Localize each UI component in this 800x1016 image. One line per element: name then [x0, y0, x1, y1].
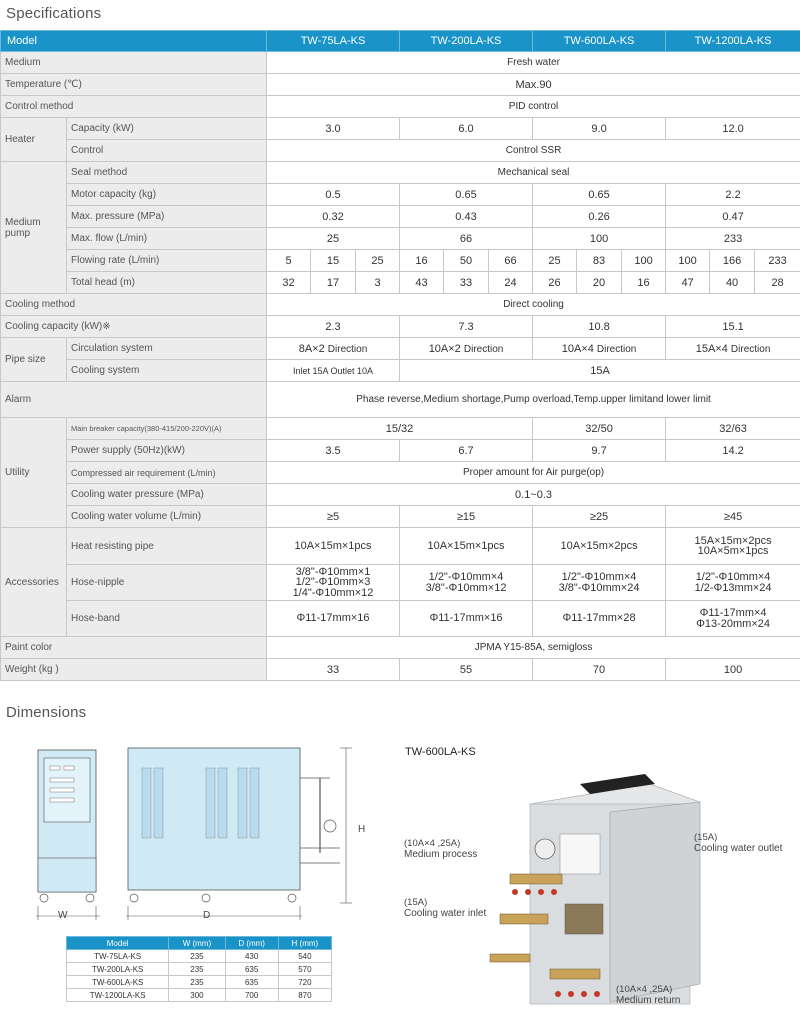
callout-name: Cooling water outlet: [694, 843, 783, 854]
cell: TW-75LA-KS: [67, 950, 169, 963]
line: 10A×15m×1pcs: [294, 539, 372, 552]
cell-value: 0.32: [267, 206, 400, 228]
cell-value: [533, 528, 666, 565]
cell-value: 166: [710, 250, 755, 272]
line: 3/8"-Φ10mm×12: [425, 581, 507, 594]
value-paint: JPMA Y15-85A, semigloss: [267, 637, 800, 659]
cell-value: 55: [400, 659, 533, 681]
cell: 635: [225, 963, 278, 976]
row-seal: [1, 162, 800, 184]
value-control-method: PID control: [267, 96, 800, 118]
row-cooling-water-volume: [1, 506, 800, 528]
cell: TW-200LA-KS: [67, 963, 169, 976]
callout-spec: (15A): [694, 832, 718, 843]
label-paint: Paint color: [1, 637, 267, 659]
dimension-drawing: [20, 738, 400, 938]
header-model: Model: [1, 31, 267, 52]
dimensions-title: Dimensions: [6, 704, 87, 721]
cell: 720: [278, 976, 331, 989]
cell-value: 0.65: [533, 184, 666, 206]
label-alarm: Alarm: [1, 382, 267, 418]
spec-table: [0, 30, 800, 681]
circ-size: 10A×4: [561, 342, 594, 355]
circ-direction: Direction: [463, 343, 504, 355]
callout-medium-process: [404, 838, 477, 860]
cell: 700: [225, 989, 278, 1002]
cell-value: 25: [356, 250, 400, 272]
table-row: [67, 950, 332, 963]
cell-value: 15.1: [666, 316, 800, 338]
label-heat-pipe: Heat resisting pipe: [67, 528, 267, 565]
callout-name: Cooling water inlet: [404, 908, 487, 919]
value-alarm: Phase reverse,Medium shortage,Pump overload,Temp.upper limitand lower limit: [267, 382, 800, 418]
value-temperature: Max.90: [267, 74, 800, 96]
cell-value: [666, 338, 800, 360]
cell-value: ≥25: [533, 506, 666, 528]
line: 10A×15m×2pcs: [560, 539, 638, 552]
cell-value: [400, 528, 533, 565]
cell-value: 233: [755, 250, 800, 272]
cell-value: 15: [311, 250, 356, 272]
row-flow: [1, 228, 800, 250]
cell: 235: [169, 976, 225, 989]
cell-value: [267, 565, 400, 601]
row-heater-capacity: [1, 118, 800, 140]
line: 10A×15m×1pcs: [427, 539, 505, 552]
cell-value: 25: [533, 250, 577, 272]
row-circulation: [1, 338, 800, 360]
label-cooling-system: Cooling system: [67, 360, 267, 382]
label-heater-capacity: Capacity (kW): [67, 118, 267, 140]
table-row: [67, 989, 332, 1002]
cell: 635: [225, 976, 278, 989]
label-pipe-size: Pipe size: [1, 338, 67, 382]
line: 1/4"-Φ10mm×12: [292, 586, 374, 599]
line: 10A×5m×1pcs: [697, 545, 769, 557]
cell-value: [666, 601, 800, 637]
cell-value: 0.65: [400, 184, 533, 206]
label-heater: Heater: [1, 118, 67, 162]
cell-value: [666, 565, 800, 601]
cell-value: ≥45: [666, 506, 800, 528]
label-medium-pump-text: Medium pump: [5, 216, 41, 239]
value-heater-control: Control SSR: [267, 140, 800, 162]
line: 1/2"-Φ10mm×4: [695, 571, 771, 583]
table-row: [67, 976, 332, 989]
table-row: [67, 963, 332, 976]
cell-value: 16: [622, 272, 666, 294]
cell-value: 32/50: [533, 418, 666, 440]
label-medium-pump: [1, 162, 67, 294]
cell-value: 28: [755, 272, 800, 294]
label-heater-control: Control: [67, 140, 267, 162]
cell-value: 20: [577, 272, 622, 294]
cell-value: 33: [444, 272, 489, 294]
row-weight: [1, 659, 800, 681]
cell-value: 0.47: [666, 206, 800, 228]
cell-value: 10.8: [533, 316, 666, 338]
dimension-table: [66, 936, 332, 1002]
cell-value: 16: [400, 250, 444, 272]
label-accessories: Accessories: [1, 528, 67, 637]
cell: TW-1200LA-KS: [67, 989, 169, 1002]
cell-value: 47: [666, 272, 710, 294]
callout-cooling-inlet: [404, 897, 486, 919]
line: Φ13-20mm×24: [696, 617, 771, 630]
cell-value: [267, 528, 400, 565]
label-flowing-rate: Flowing rate (L/min): [67, 250, 267, 272]
label-flow: Max. flow (L/min): [67, 228, 267, 250]
row-total-head: [1, 272, 800, 294]
cell-value: 6.7: [400, 440, 533, 462]
row-heat-pipe: [1, 528, 800, 565]
value-air: Proper amount for Air purge(op): [267, 462, 800, 484]
value-seal: Mechanical seal: [267, 162, 800, 184]
row-flowing-rate: [1, 250, 800, 272]
cell-value: 6.0: [400, 118, 533, 140]
cell: 235: [169, 963, 225, 976]
cell-value: 24: [489, 272, 533, 294]
label-pressure: Max. pressure (MPa): [67, 206, 267, 228]
circ-direction: Direction: [596, 343, 637, 355]
table-header-row: [1, 31, 800, 52]
cell-value: 50: [444, 250, 489, 272]
row-breaker: [1, 418, 800, 440]
label-breaker: Main breaker capacity(380-415/200-220V)(A): [67, 418, 267, 440]
cell-value: 100: [533, 228, 666, 250]
line: 15A×15m×2pcs: [694, 534, 772, 547]
row-medium: [1, 52, 800, 74]
line: 1/2"-Φ10mm×4: [428, 571, 504, 583]
header-cell: Model: [67, 937, 169, 950]
machine-photo: [470, 764, 770, 1016]
cell-value: 3.0: [267, 118, 400, 140]
cell-value: 3: [356, 272, 400, 294]
row-cooling-water-pressure: [1, 484, 800, 506]
cell-value: 9.7: [533, 440, 666, 462]
callout-name: Medium return: [616, 995, 681, 1006]
cell-value: 100: [622, 250, 666, 272]
label-utility: Utility: [1, 418, 67, 528]
cell: 235: [169, 950, 225, 963]
cell-value: 5: [267, 250, 311, 272]
label-seal: Seal method: [67, 162, 267, 184]
cell-value: [400, 338, 533, 360]
cell-value: [400, 601, 533, 637]
cell-value: 100: [666, 659, 800, 681]
cell-value: 2.2: [666, 184, 800, 206]
circ-size: 10A×2: [428, 342, 461, 355]
cell-value: ≥5: [267, 506, 400, 528]
header-cell: H (mm): [278, 937, 331, 950]
row-motor: [1, 184, 800, 206]
row-cooling-system: [1, 360, 800, 382]
cell-value: 32: [267, 272, 311, 294]
cell-value: 7.3: [400, 316, 533, 338]
cell-value: 40: [710, 272, 755, 294]
cell-value: [666, 528, 800, 565]
cell-value: 70: [533, 659, 666, 681]
line: 3/8"-Φ10mm×1: [295, 565, 371, 578]
callout-spec: (10A×4 ,25A): [616, 984, 673, 995]
circ-size: 8A×2: [298, 342, 325, 355]
cell-value: 43: [400, 272, 444, 294]
cell-value: [267, 338, 400, 360]
value-cwp: 0.1~0.3: [267, 484, 800, 506]
cell-value: 233: [666, 228, 800, 250]
callout-medium-return: [616, 984, 680, 1006]
row-pressure: [1, 206, 800, 228]
cell-value: [267, 601, 400, 637]
value-cooling-system-75: Inlet 15A Outlet 10A: [267, 360, 400, 382]
specifications-title: Specifications: [6, 5, 102, 22]
cell-value: [533, 565, 666, 601]
circ-direction: Direction: [730, 343, 771, 355]
label-cooling-capacity: Cooling capacity (kW)※: [1, 316, 267, 338]
cell-value: 25: [267, 228, 400, 250]
header-tw600: TW-600LA-KS: [533, 31, 666, 52]
label-hose-nipple: Hose-nipple: [67, 565, 267, 601]
header-cell: D (mm): [225, 937, 278, 950]
d-label: D: [203, 910, 211, 921]
cell: TW-600LA-KS: [67, 976, 169, 989]
value-cooling-method: Direct cooling: [267, 294, 800, 316]
value-cooling-system-rest: 15A: [400, 360, 800, 382]
cell-value: 32/63: [666, 418, 800, 440]
label-circulation: Circulation system: [67, 338, 267, 360]
cell-value: 15/32: [267, 418, 533, 440]
label-motor: Motor capacity (kg): [67, 184, 267, 206]
line: 3/8"-Φ10mm×24: [558, 581, 640, 594]
cell-value: 9.0: [533, 118, 666, 140]
label-cwp: Cooling water pressure (MPa): [67, 484, 267, 506]
line: Φ11-17mm×28: [562, 612, 636, 625]
cell: 540: [278, 950, 331, 963]
row-temperature: [1, 74, 800, 96]
header-tw75: TW-75LA-KS: [267, 31, 400, 52]
cell-value: 3.5: [267, 440, 400, 462]
header-cell: W (mm): [169, 937, 225, 950]
line: Φ11-17mm×4: [699, 607, 767, 619]
circ-size: 15A×4: [695, 342, 728, 355]
cell-value: 0.43: [400, 206, 533, 228]
cell: 430: [225, 950, 278, 963]
cell-value: [533, 338, 666, 360]
row-paint: [1, 637, 800, 659]
cell-value: 33: [267, 659, 400, 681]
cell-value: 0.5: [267, 184, 400, 206]
row-control-method: [1, 96, 800, 118]
cell: 570: [278, 963, 331, 976]
cell-value: 2.3: [267, 316, 400, 338]
circ-direction: Direction: [327, 343, 368, 355]
label-power: Power supply (50Hz)(kW): [67, 440, 267, 462]
label-hose-band: Hose-band: [67, 601, 267, 637]
row-cooling-method: [1, 294, 800, 316]
line: Φ11-17mm×16: [429, 612, 503, 625]
label-cooling-method: Cooling method: [1, 294, 267, 316]
row-power: [1, 440, 800, 462]
label-temperature: Temperature (℃): [1, 74, 267, 96]
row-alarm: [1, 382, 800, 418]
label-control-method: Control method: [1, 96, 267, 118]
callout-spec: (10A×4 ,25A): [404, 838, 461, 849]
cell-value: [400, 565, 533, 601]
cell-value: 26: [533, 272, 577, 294]
cell: 300: [169, 989, 225, 1002]
label-weight: Weight (kg ): [1, 659, 267, 681]
callout-name: Medium process: [404, 849, 478, 860]
label-air: Compressed air requirement (L/min): [67, 462, 267, 484]
photo-model-title: TW-600LA-KS: [405, 746, 476, 758]
row-air: [1, 462, 800, 484]
line: Φ11-17mm×16: [296, 612, 370, 625]
line: 1/2"-Φ10mm×4: [561, 571, 637, 583]
cell-value: 0.26: [533, 206, 666, 228]
cell-value: 66: [400, 228, 533, 250]
cell-value: 17: [311, 272, 356, 294]
row-cooling-capacity: [1, 316, 800, 338]
cell-value: 83: [577, 250, 622, 272]
value-medium: Fresh water: [267, 52, 800, 74]
row-hose-nipple: [1, 565, 800, 601]
header-tw1200: TW-1200LA-KS: [666, 31, 800, 52]
label-total-head: Total head (m): [67, 272, 267, 294]
cell-value: ≥15: [400, 506, 533, 528]
cell-value: 14.2: [666, 440, 800, 462]
cell: 870: [278, 989, 331, 1002]
label-medium: Medium: [1, 52, 267, 74]
h-label: H: [358, 824, 366, 835]
cell-value: 100: [666, 250, 710, 272]
callout-spec: (15A): [404, 897, 428, 908]
label-cwv: Cooling water volume (L/min): [67, 506, 267, 528]
callout-cooling-outlet: [694, 832, 782, 854]
dimension-table-header: [67, 937, 332, 950]
line: 1/2"-Φ10mm×3: [295, 576, 371, 589]
row-hose-band: [1, 601, 800, 637]
line: 1/2-Φ13mm×24: [694, 581, 772, 594]
cell-value: 66: [489, 250, 533, 272]
w-label: W: [58, 910, 68, 921]
header-tw200: TW-200LA-KS: [400, 31, 533, 52]
cell-value: 12.0: [666, 118, 800, 140]
row-heater-control: [1, 140, 800, 162]
cell-value: [533, 601, 666, 637]
